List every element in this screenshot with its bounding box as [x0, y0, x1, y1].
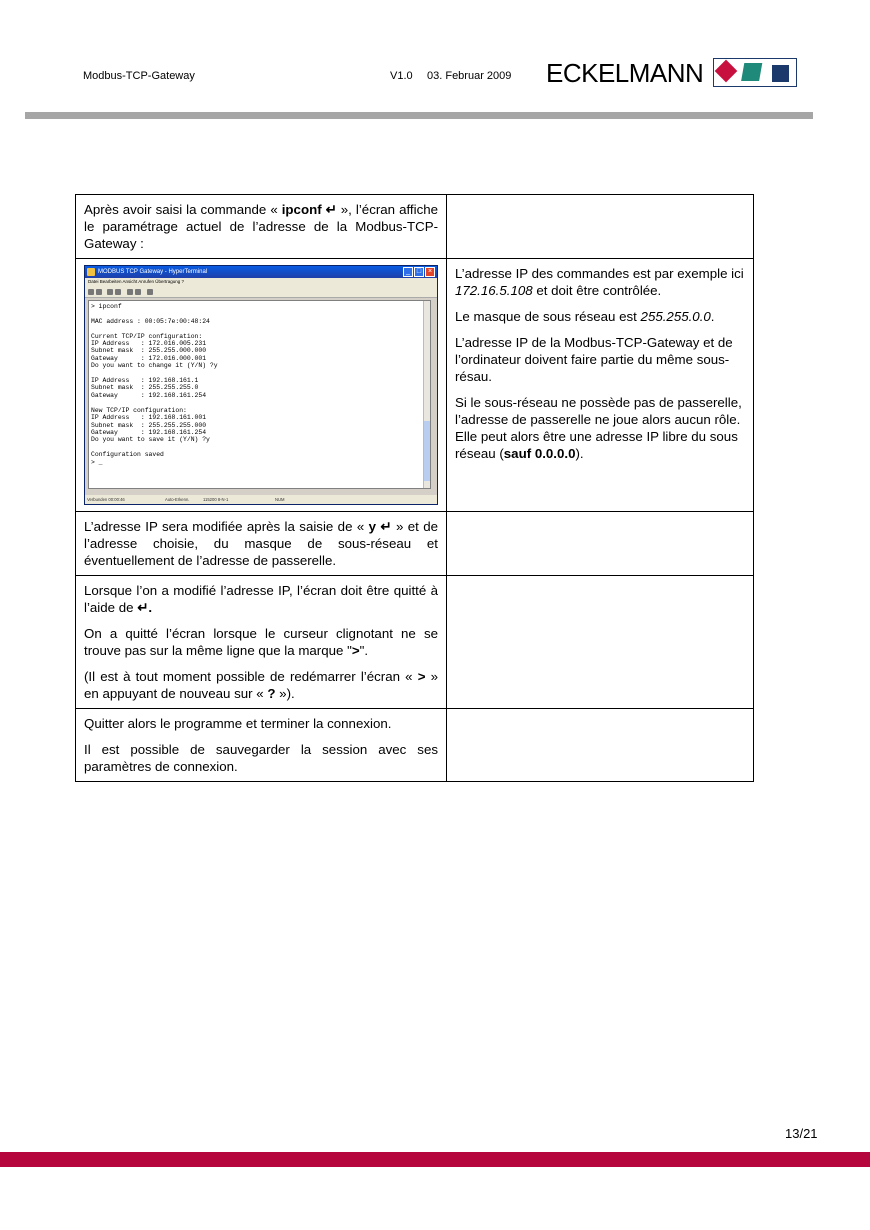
table-cell — [447, 195, 754, 259]
close-icon: × — [425, 267, 435, 277]
table-cell: Après avoir saisi la commande « ipconf ↵ », l’écran affiche le paramétrage actuel de l’adresse de la Modbus-TCP-Gateway : — [76, 195, 447, 259]
paragraph: (Il est à tout moment possible de redémarrer l’écran « > » en appuyant de nouveau sur « ? »). — [84, 669, 438, 701]
eckelmann-logo-icon — [713, 58, 797, 87]
paragraph: L’adresse IP de la Modbus-TCP-Gateway et de l’ordinateur doivent faire partie du même sous-résau. — [455, 335, 733, 384]
table-row — [76, 512, 754, 576]
terminal-output: > ipconf MAC address : 00:05:7e:00:48:24 Current TCP/IP configuration: IP Address : 172.016.005.231 Subnet mask : 255.255.000.000 Gateway : 172.016.000.001 Do you want to change it (Y/N) ?y IP Address : 192.168.161.1 Subnet mask : 255.255.255.0 Gateway : 192.168.161.254 New TCP/IP configuration: IP Address : 192.168.161.001 Subnet mask : 255.255.255.000 Gateway : 192.168.161.254 Do you want to save it (Y/N) ?y Configuration saved > _ — [91, 303, 218, 466]
hyperterminal-screenshot — [84, 265, 438, 505]
table-cell — [76, 709, 447, 782]
page-number: 13/21 — [785, 1126, 818, 1141]
document-version: V1.0 — [390, 70, 413, 82]
paragraph: Quitter alors le programme et terminer la connexion. — [84, 716, 392, 731]
disconnect-icon — [115, 289, 121, 295]
open-icon — [96, 289, 102, 295]
header-rule — [25, 112, 813, 119]
window-toolbar — [85, 286, 437, 298]
instruction-table — [75, 194, 754, 782]
eckelmann-logo-text: ECKELMANN — [546, 58, 704, 88]
table-cell — [447, 259, 754, 512]
window-menubar: Datei Bearbeiten Ansicht Anrufen Übertragung ? — [85, 278, 437, 286]
connect-icon — [107, 289, 113, 295]
maximize-icon: □ — [414, 267, 424, 277]
properties-icon — [147, 289, 153, 295]
table-row — [76, 195, 754, 259]
table-row — [76, 576, 754, 709]
scrollbar — [423, 301, 430, 488]
paragraph: On a quitté l’écran lorsque le curseur clignotant ne se trouve pas sur la même ligne que la marque ">". — [84, 626, 438, 658]
paragraph: Si le sous-réseau ne possède pas de passerelle, l’adresse de passerelle ne joue alors aucun rôle. Elle peut alors être une adresse IP libre du sous réseau (sauf 0.0.0.0). — [455, 395, 742, 461]
status-connected-time: Verbunden 00:00:46 — [87, 497, 125, 502]
table-row — [76, 259, 754, 512]
table-cell — [447, 512, 754, 576]
minimize-icon: _ — [403, 267, 413, 277]
table-cell — [76, 576, 447, 709]
status-baud: 115200 8-N-1 — [203, 497, 229, 502]
new-icon — [88, 289, 94, 295]
document-title: Modbus-TCP-Gateway — [83, 70, 195, 82]
paragraph: Il est possible de sauvegarder la session avec ses paramètres de connexion. — [84, 742, 438, 774]
table-cell: L’adresse IP sera modifiée après la saisie de « y ↵ » et de l’adresse choisie, du masque de sous-réseau et éventuellement de l’adresse de passerelle. — [76, 512, 447, 576]
page-header — [0, 0, 870, 130]
status-num: NUM — [275, 497, 285, 502]
window-titlebar: MODBUS TCP Gateway - HyperTerminal _ □ × — [85, 266, 437, 278]
paragraph: L’adresse IP des commandes est par exemple ici 172.16.5.108 et doit être contrôlée. — [455, 266, 744, 298]
send-icon — [127, 289, 133, 295]
table-cell — [447, 576, 754, 709]
window-statusbar — [85, 495, 437, 504]
terminal-area — [88, 300, 431, 489]
app-icon — [87, 268, 95, 276]
document-date: 03. Februar 2009 — [427, 70, 512, 82]
status-mode: Auto-Erkenn. — [165, 497, 190, 502]
paragraph: Lorsque l’on a modifié l’adresse IP, l’écran doit être quitté à l’aide de ↵. — [84, 583, 438, 615]
paragraph: Le masque de sous réseau est 255.255.0.0. — [455, 309, 715, 324]
table-row — [76, 709, 754, 782]
command-ipconf: ipconf ↵ — [281, 202, 337, 217]
footer-rule — [0, 1152, 870, 1167]
table-cell — [76, 259, 447, 512]
table-cell — [447, 709, 754, 782]
receive-icon — [135, 289, 141, 295]
